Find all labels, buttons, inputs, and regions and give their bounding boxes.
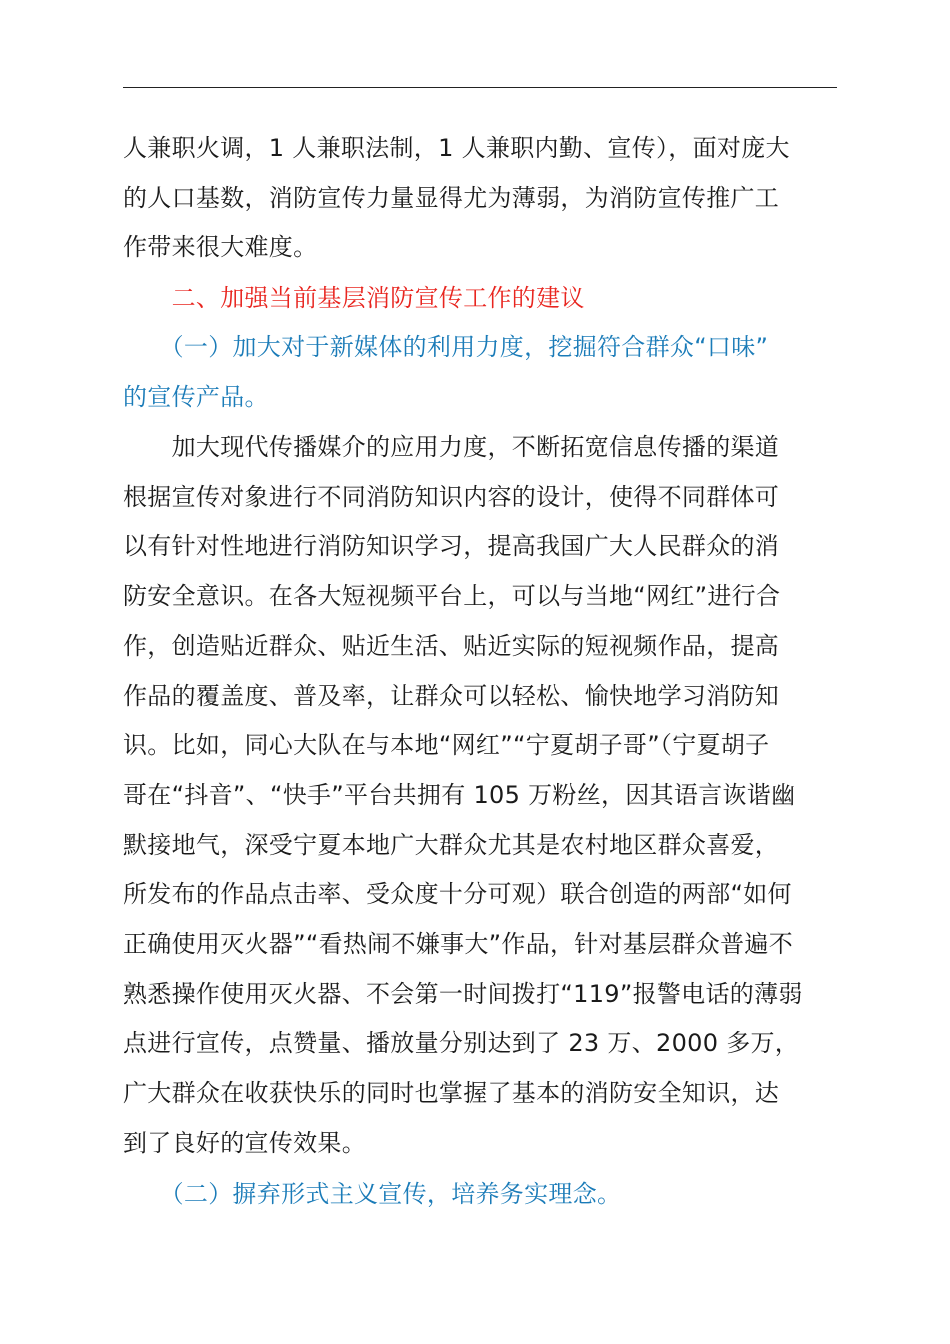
text-line: 作，创造贴近群众、贴近生活、贴近实际的短视频作品，提高 <box>123 631 780 660</box>
text-line: 点进行宣传，点赞量、播放量分别达到了 23 万、2000 多万， <box>123 1029 800 1058</box>
text-line: 根据宣传对象进行不同消防知识内容的设计，使得不同群体可 <box>123 482 780 511</box>
text-line: 广大群众在收获快乐的同时也掌握了基本的消防安全知识，达 <box>123 1079 780 1108</box>
header-rule <box>123 87 837 88</box>
text-line: 所发布的作品点击率、受众度十分可观）联合创造的两部“如何 <box>123 880 792 909</box>
text-line: 哥在“抖音”、“快手”平台共拥有 105 万粉丝，因其语言诙谐幽 <box>123 780 796 809</box>
text-line: 作品的覆盖度、普及率，让群众可以轻松、愉快地学习消防知 <box>123 681 780 710</box>
text-line: 默接地气，深受宁夏本地广大群众尤其是农村地区群众喜爱， <box>123 830 780 859</box>
text-line: 的人口基数，消防宣传力量显得尤为薄弱，为消防宣传推广工 <box>123 183 780 212</box>
text-line: 作带来很大难度。 <box>123 233 318 262</box>
text-line: 加大现代传播媒介的应用力度，不断拓宽信息传播的渠道 <box>123 433 780 461</box>
subsection-heading-text: （二）摒弃形式主义宣传，培养务实理念。 <box>123 1180 622 1208</box>
subsection-heading-2 <box>123 1170 837 1220</box>
text-line: 正确使用灭火器”“看热闹不嫌事大”作品，针对基层群众普遍不 <box>123 930 793 959</box>
text-line: 防安全意识。在各大短视频平台上，可以与当地“网红”进行合 <box>123 582 781 611</box>
body-paragraph-continued <box>123 124 837 273</box>
text-line: 人兼职火调，1 人兼职法制，1 人兼职内勤、宣传），面对庞大 <box>123 134 790 162</box>
section-heading-text: 二、加强当前基层消防宣传工作的建议 <box>123 284 585 312</box>
text-line: 以有针对性地进行消防知识学习，提高我国广大人民群众的消 <box>123 532 780 561</box>
subsection-heading-text: 的宣传产品。 <box>123 382 269 411</box>
subsection-heading-1 <box>123 323 837 422</box>
text-line: 熟悉操作使用灭火器、不会第一时间拨打“119”报警电话的薄弱 <box>123 979 803 1008</box>
body-paragraph <box>123 423 837 1169</box>
text-line: 识。比如，同心大队在与本地“网红”“宁夏胡子哥”（宁夏胡子 <box>123 731 770 760</box>
subsection-heading-text: （一）加大对于新媒体的利用力度，挖掘符合群众“口味” <box>123 333 769 361</box>
section-heading <box>123 274 837 324</box>
text-line: 到了良好的宣传效果。 <box>123 1128 366 1157</box>
